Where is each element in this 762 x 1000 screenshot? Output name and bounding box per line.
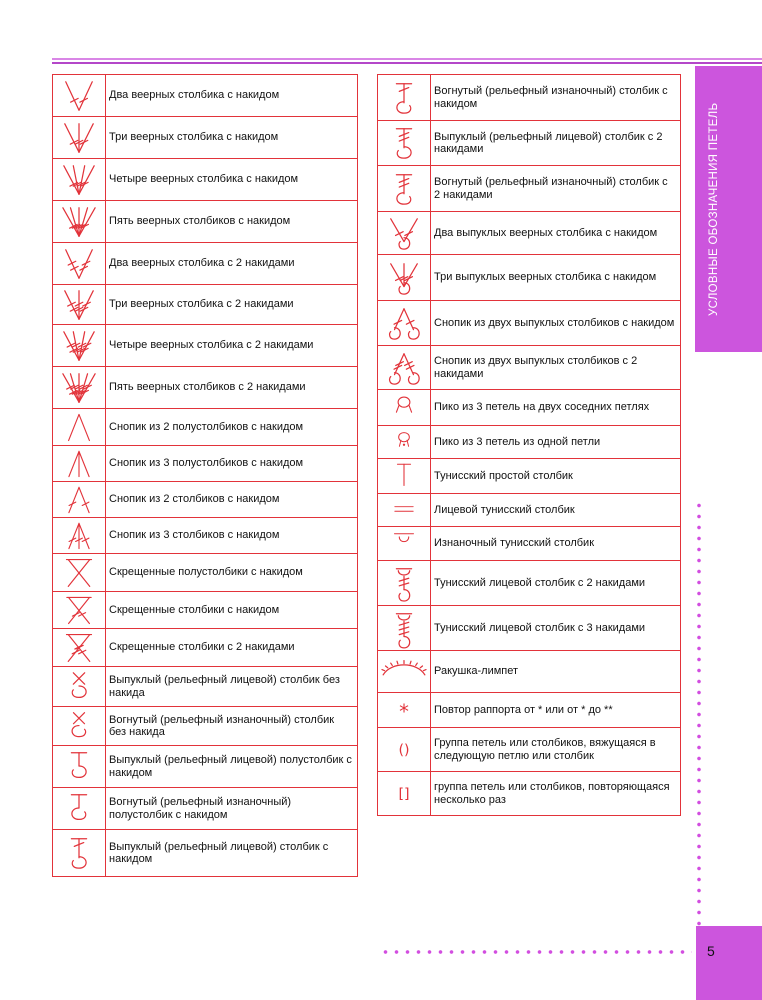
symbol-cell [378, 346, 431, 390]
section-title: УСЛОВНЫЕ ОБОЗНАЧЕНИЯ ПЕТЕЛЬ [708, 102, 720, 316]
cluster-2-post-tr-icon [384, 350, 424, 386]
symbol-row [53, 830, 358, 877]
picot-one-icon [384, 428, 424, 457]
symbol-cell [53, 629, 106, 667]
symbol-row [53, 446, 358, 482]
symbol-cell [53, 707, 106, 746]
brackets-icon [384, 776, 424, 812]
symbol-description: Ракушка-лимпет [431, 651, 681, 693]
tunisian-tr-icon [384, 565, 424, 601]
symbol-description: Снопик из двух выпуклых столбиков с 2 накидами [431, 346, 681, 390]
fan-3-tr-icon [59, 287, 99, 323]
symbol-cell [378, 527, 431, 561]
symbol-cell [378, 606, 431, 651]
page-number: 5 [707, 943, 715, 959]
symbol-description: Скрещенные столбики с 2 накидами [106, 629, 358, 667]
symbol-row [378, 459, 681, 494]
symbol-row [378, 426, 681, 459]
symbol-cell [53, 243, 106, 285]
symbol-row [378, 772, 681, 816]
symbol-description: Три веерных столбика с накидом [106, 117, 358, 159]
symbol-row [378, 494, 681, 527]
symbol-description: Два выпуклых веерных столбика с накидом [431, 212, 681, 255]
symbol-cell [378, 390, 431, 426]
symbol-description: Группа петель или столбиков, вяжущаяся в следующую петлю или столбик [431, 728, 681, 772]
cluster-2-post-dc-icon [384, 305, 424, 341]
front-post-sc-icon [59, 669, 99, 705]
symbol-description: Пять веерных столбиков с 2 накидами [106, 367, 358, 409]
symbol-cell [53, 285, 106, 325]
asterisk-icon [384, 695, 424, 726]
symbol-cell [53, 482, 106, 518]
symbol-cell [53, 830, 106, 877]
symbol-row [53, 75, 358, 117]
symbol-cell [53, 75, 106, 117]
cluster-3-hdc-icon [59, 448, 99, 480]
symbol-cell [378, 166, 431, 212]
svg-text:[]: [] [398, 786, 410, 803]
dotted-divider-horizontal [380, 950, 692, 954]
symbol-description: Пико из 3 петель на двух соседних петлях [431, 390, 681, 426]
symbol-description: Четыре веерных столбика с 2 накидами [106, 325, 358, 367]
symbol-row [378, 561, 681, 606]
symbol-cell [378, 121, 431, 166]
crossed-dc-icon [59, 594, 99, 627]
svg-text:*: * [399, 699, 409, 723]
top-rule [52, 58, 762, 66]
symbol-cell [378, 212, 431, 255]
symbol-cell [53, 746, 106, 788]
symbol-cell [378, 561, 431, 606]
front-post-hdc-icon [59, 749, 99, 785]
svg-text:(): () [398, 742, 410, 759]
back-post-hdc-icon [59, 791, 99, 827]
symbol-row [53, 243, 358, 285]
symbol-row [53, 482, 358, 518]
section-tab [695, 66, 762, 352]
symbol-row [53, 367, 358, 409]
fan-4-dc-icon [59, 162, 99, 198]
fan-2-post-icon [384, 215, 424, 251]
front-post-tr-icon [384, 125, 424, 161]
fan-4-tr-icon [59, 328, 99, 364]
symbol-description: Скрещенные полустолбики с накидом [106, 554, 358, 592]
symbol-cell [378, 728, 431, 772]
symbol-description: Четыре веерных столбика с накидом [106, 159, 358, 201]
symbol-row [53, 285, 358, 325]
symbol-cell [378, 693, 431, 728]
symbol-cell [378, 459, 431, 494]
symbol-description: Изнаночный тунисский столбик [431, 527, 681, 561]
symbol-description: Три выпуклых веерных столбика с накидом [431, 255, 681, 301]
symbol-cell [53, 325, 106, 367]
symbol-description: Три веерных столбика с 2 накидами [106, 285, 358, 325]
tunisian-purl-icon [384, 529, 424, 559]
front-post-dc-icon [59, 835, 99, 871]
limpet-shell-icon [384, 654, 424, 690]
symbol-row [53, 159, 358, 201]
tunisian-dtr-icon [384, 610, 424, 646]
fan-5-dc-icon [59, 204, 99, 240]
symbol-cell [53, 518, 106, 554]
symbol-row [53, 325, 358, 367]
symbol-cell [378, 255, 431, 301]
symbol-row [378, 693, 681, 728]
symbol-description: Выпуклый (рельефный лицевой) столбик с накидом [106, 830, 358, 877]
symbol-description: Повтор раппорта от * или от * до ** [431, 693, 681, 728]
symbol-cell [53, 367, 106, 409]
symbol-row [53, 788, 358, 830]
symbol-description: Пять веерных столбиков с накидом [106, 201, 358, 243]
symbol-cell [378, 426, 431, 459]
symbol-description: Вогнутый (рельефный изнаночный) столбик с 2 накидами [431, 166, 681, 212]
symbol-row [378, 346, 681, 390]
symbol-cell [53, 409, 106, 446]
symbol-description: Снопик из двух выпуклых столбиков с накидом [431, 301, 681, 346]
back-post-sc-icon [59, 709, 99, 744]
symbol-cell [378, 651, 431, 693]
symbol-description: Снопик из 2 столбиков с накидом [106, 482, 358, 518]
symbol-row [378, 728, 681, 772]
symbols-table-left [52, 74, 358, 877]
symbol-description: Скрещенные столбики с накидом [106, 592, 358, 629]
cluster-3-dc-icon [59, 520, 99, 552]
symbol-row [378, 527, 681, 561]
fan-5-tr-icon [59, 370, 99, 406]
symbol-description: Выпуклый (рельефный лицевой) столбик без накида [106, 667, 358, 707]
symbol-row [378, 301, 681, 346]
symbol-cell [53, 788, 106, 830]
parentheses-icon [384, 732, 424, 768]
symbol-cell [378, 301, 431, 346]
symbol-description: Выпуклый (рельефный лицевой) полустолбик с накидом [106, 746, 358, 788]
symbol-description: Тунисский лицевой столбик с 3 накидами [431, 606, 681, 651]
symbol-cell [53, 667, 106, 707]
symbol-row [53, 117, 358, 159]
symbol-row [378, 390, 681, 426]
symbol-row [53, 518, 358, 554]
tunisian-knit-icon [384, 496, 424, 525]
symbol-description: Два веерных столбика с накидом [106, 75, 358, 117]
symbol-description: Вогнутый (рельефный изнаночный) полустолбик с накидом [106, 788, 358, 830]
symbol-row [53, 707, 358, 746]
symbol-cell [53, 159, 106, 201]
symbol-description: Снопик из 2 полустолбиков с накидом [106, 409, 358, 446]
symbol-description: Снопик из 3 полустолбиков с накидом [106, 446, 358, 482]
symbol-cell [53, 117, 106, 159]
symbol-description: Пико из 3 петель из одной петли [431, 426, 681, 459]
fan-3-post-icon [384, 260, 424, 296]
dotted-divider-vertical [697, 500, 701, 930]
symbol-row [53, 554, 358, 592]
symbols-table-right [377, 74, 681, 816]
symbol-row [53, 667, 358, 707]
cluster-2-hdc-icon [59, 411, 99, 444]
symbol-row [378, 255, 681, 301]
symbol-description: Снопик из 3 столбиков с накидом [106, 518, 358, 554]
tunisian-simple-icon [384, 461, 424, 492]
symbol-row [378, 121, 681, 166]
symbol-description: Вогнутый (рельефный изнаночный) столбик без накида [106, 707, 358, 746]
symbol-cell [378, 772, 431, 816]
cluster-2-dc-icon [59, 484, 99, 516]
picot-two-icon [384, 392, 424, 424]
symbol-description: группа петель или столбиков, повторяющаяся несколько раз [431, 772, 681, 816]
symbol-description: Выпуклый (рельефный лицевой) столбик с 2 накидами [431, 121, 681, 166]
symbol-row [53, 592, 358, 629]
symbol-cell [53, 201, 106, 243]
symbol-description: Два веерных столбика с 2 накидами [106, 243, 358, 285]
symbol-row [53, 201, 358, 243]
fan-2-dc-icon [59, 78, 99, 114]
symbol-description: Тунисский лицевой столбик с 2 накидами [431, 561, 681, 606]
symbol-row [53, 409, 358, 446]
symbol-row [378, 75, 681, 121]
symbol-cell [53, 592, 106, 629]
symbol-row [378, 606, 681, 651]
crossed-hdc-icon [59, 556, 99, 590]
symbol-row [378, 651, 681, 693]
fan-3-dc-icon [59, 120, 99, 156]
symbol-row [53, 629, 358, 667]
symbol-row [53, 746, 358, 788]
symbol-cell [378, 75, 431, 121]
symbol-row [378, 212, 681, 255]
crossed-tr-icon [59, 631, 99, 665]
back-post-dc-icon [384, 80, 424, 116]
symbol-description: Тунисский простой столбик [431, 459, 681, 494]
symbol-cell [53, 554, 106, 592]
symbol-cell [53, 446, 106, 482]
page-number-box [696, 926, 762, 1000]
back-post-tr-icon [384, 171, 424, 207]
symbol-row [378, 166, 681, 212]
fan-2-tr-icon [59, 246, 99, 282]
symbol-cell [378, 494, 431, 527]
symbol-description: Вогнутый (рельефный изнаночный) столбик с накидом [431, 75, 681, 121]
symbol-description: Лицевой тунисский столбик [431, 494, 681, 527]
